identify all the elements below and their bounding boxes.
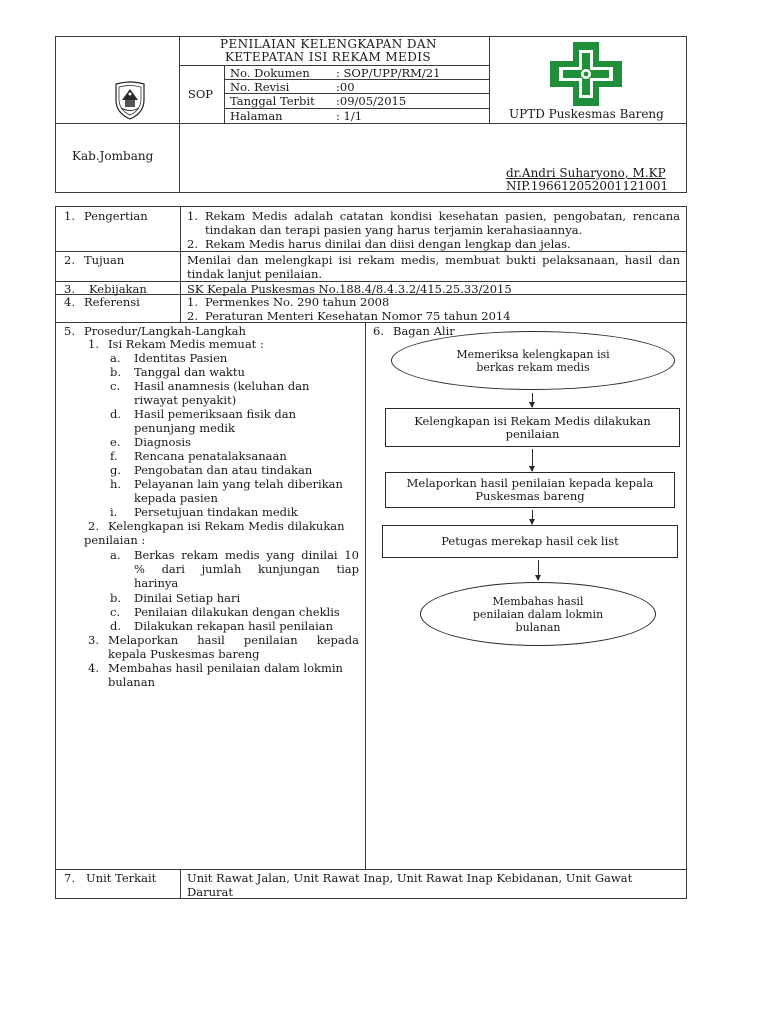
flow-node-start (391, 331, 675, 390)
step1-item-f-letter: f. (110, 449, 118, 463)
pengertian-item2-line1: Rekam Medis harus dinilai dan diisi dengan lengkap dan jelas. (205, 237, 571, 251)
step1-item-h-letter: h. (110, 477, 122, 491)
field-tanggal-terbit-label: Tanggal Terbit (230, 94, 315, 108)
pengertian-item1-line2: tindakan dan terapi pasien yang harus terjamin kerahasiaannya. (205, 223, 583, 237)
signatory-nip: NIP.196612052001121001 (506, 179, 669, 193)
flow-arrow-1 (532, 393, 533, 407)
referensi-label: Referensi (84, 295, 140, 309)
tujuan-num: 2. (64, 253, 75, 267)
flow-node-melaporkan-line2: Puskesmas bareng (475, 489, 585, 503)
puskesmas-logo (549, 41, 623, 107)
step3-line1: Melaporkan hasil penilaian kepada (108, 633, 359, 647)
step1-item-b-text: Tanggal dan waktu (134, 365, 245, 379)
unit-line2: Darurat (187, 885, 233, 899)
step1-item-d-line2: penunjang medik (134, 421, 235, 435)
field-no-dokumen-label: No. Dokumen (230, 66, 310, 80)
bagan-label: Bagan Alir (393, 324, 455, 338)
unit-label: Unit Terkait (86, 871, 157, 885)
step1-item-a-text: Identitas Pasien (134, 351, 228, 365)
pengertian-num: 1. (64, 209, 75, 223)
step2-item-c-letter: c. (110, 605, 121, 619)
step1-num: 1. (88, 337, 99, 351)
step1-item-d-letter: d. (110, 407, 122, 421)
referensi-item2-text: Peraturan Menteri Kesehatan Nomor 75 tahun 2014 (205, 309, 511, 323)
referensi-item2-num: 2. (187, 309, 198, 323)
step1-item-i-text: Persetujuan tindakan medik (134, 505, 298, 519)
unit-line1: Unit Rawat Jalan, Unit Rawat Inap, Unit Rawat Inap Kebidanan, Unit Gawat (187, 871, 633, 885)
step1-item-h-line2: kepada pasien (134, 491, 218, 505)
kebijakan-num: 3. (64, 282, 75, 296)
step3-line2: kepala Puskesmas bareng (108, 647, 260, 661)
flow-node-melaporkan (385, 472, 675, 508)
step1-item-i-letter: i. (110, 505, 118, 519)
step1-item-h-line1: Pelayanan lain yang telah diberikan (134, 477, 343, 491)
step2-item-d-letter: d. (110, 619, 122, 633)
step1-item-b-letter: b. (110, 365, 122, 379)
step1-text: Isi Rekam Medis memuat : (108, 337, 264, 351)
step1-item-a-letter: a. (110, 351, 121, 365)
step2-item-b-text: Dinilai Setiap hari (134, 591, 241, 605)
step2-item-c-text: Penilaian dilakukan dengan cheklis (134, 605, 340, 619)
pengertian-item2-num: 2. (187, 237, 198, 251)
kebijakan-text: SK Kepala Puskesmas No.188.4/8.4.3.2/415.25.33/2015 (187, 282, 512, 296)
step2-line1: Kelengkapan isi Rekam Medis dilakukan (108, 519, 345, 533)
kab-jombang-emblem (114, 80, 146, 120)
flow-node-end-line3: bulanan (515, 620, 561, 634)
field-no-revisi-value: :00 (336, 80, 355, 94)
step1-item-c-line2: riwayat penyakit) (134, 393, 237, 407)
flow-node-start-line2: berkas rekam medis (476, 360, 590, 374)
referensi-item1-text: Permenkes No. 290 tahun 2008 (205, 295, 390, 309)
flow-node-merekap (382, 525, 678, 558)
flow-node-merekap-line1: Petugas merekap hasil cek list (441, 534, 619, 548)
step1-item-g-text: Pengobatan dan atau tindakan (134, 463, 313, 477)
bagan-num: 6. (373, 324, 384, 338)
step3-num: 3. (88, 633, 99, 647)
sop-label: SOP (188, 87, 214, 101)
step2-item-a-line2: % dari jumlah kunjungan tiap (134, 562, 359, 576)
step1-item-c-letter: c. (110, 379, 121, 393)
flow-node-start-line1: Memeriksa kelengkapan isi (456, 347, 610, 361)
step1-item-e-letter: e. (110, 435, 121, 449)
step1-item-d-line1: Hasil pemeriksaan fisik dan (134, 407, 296, 421)
pengertian-label: Pengertian (84, 209, 148, 223)
pengertian-item1-line1: Rekam Medis adalah catatan kondisi kesehatan pasien, pengobatan, rencana (205, 209, 680, 223)
flow-node-end-line1: Membahas hasil (492, 594, 584, 608)
step2-item-d-text: Dilakukan rekapan hasil penilaian (134, 619, 334, 633)
step1-item-g-letter: g. (110, 463, 122, 477)
field-halaman-value: : 1/1 (336, 109, 363, 123)
flow-node-end (420, 582, 656, 646)
signatory-name: dr.Andri Suharyono, M.KP (506, 166, 666, 180)
tujuan-line2: tindak lanjut penilaian. (187, 267, 323, 281)
unit-num: 7. (64, 871, 75, 885)
step4-num: 4. (88, 661, 99, 675)
flow-node-end-line2: penilaian dalam lokmin (472, 607, 604, 621)
field-no-revisi-label: No. Revisi (230, 80, 290, 94)
flow-arrow-3 (532, 510, 533, 524)
referensi-num: 4. (64, 295, 75, 309)
flow-arrow-2 (532, 449, 533, 471)
step2-num: 2. (88, 519, 99, 533)
step1-item-f-text: Rencana penatalaksanaan (134, 449, 287, 463)
step4-line2: bulanan (108, 675, 155, 689)
flow-node-melaporkan-line1: Melaporkan hasil penilaian kepada kepala (406, 476, 654, 490)
tujuan-label: Tujuan (84, 253, 125, 267)
referensi-item1-num: 1. (187, 295, 198, 309)
prosedur-label: Prosedur/Langkah-Langkah (84, 324, 246, 338)
flow-arrow-4 (538, 560, 539, 580)
field-no-dokumen-value: : SOP/UPP/RM/21 (336, 66, 441, 80)
step2-item-a-letter: a. (110, 548, 121, 562)
step2-item-a-line3: harinya (134, 576, 179, 590)
flow-node-penilaian (385, 408, 680, 447)
step1-item-e-text: Diagnosis (134, 435, 191, 449)
step4-line1: Membahas hasil penilaian dalam lokmin (108, 661, 343, 675)
step2-item-b-letter: b. (110, 591, 122, 605)
step1-item-c-line1: Hasil anamnesis (keluhan dan (134, 379, 310, 393)
step2-item-a-line1: Berkas rekam medis yang dinilai 10 (134, 548, 359, 562)
header-title-line1: PENILAIAN KELENGKAPAN DAN (220, 37, 437, 51)
step2-line2: penilaian : (84, 533, 146, 547)
flow-node-penilaian-line1: Kelengkapan isi Rekam Medis dilakukan (414, 413, 651, 428)
field-tanggal-terbit-value: :09/05/2015 (336, 94, 407, 108)
kebijakan-label: Kebijakan (89, 282, 147, 296)
pengertian-item1-num: 1. (187, 209, 198, 223)
institution-name: UPTD Puskesmas Bareng (509, 107, 664, 121)
field-halaman-label: Halaman (230, 109, 283, 123)
flow-node-penilaian-line2: penilaian (505, 426, 560, 441)
header-title-line2: KETEPATAN ISI REKAM MEDIS (225, 50, 431, 64)
region-name: Kab.Jombang (72, 149, 154, 163)
tujuan-line1: Menilai dan melengkapi isi rekam medis, membuat bukti pelaksanaan, hasil dan (187, 253, 680, 267)
prosedur-num: 5. (64, 324, 75, 338)
